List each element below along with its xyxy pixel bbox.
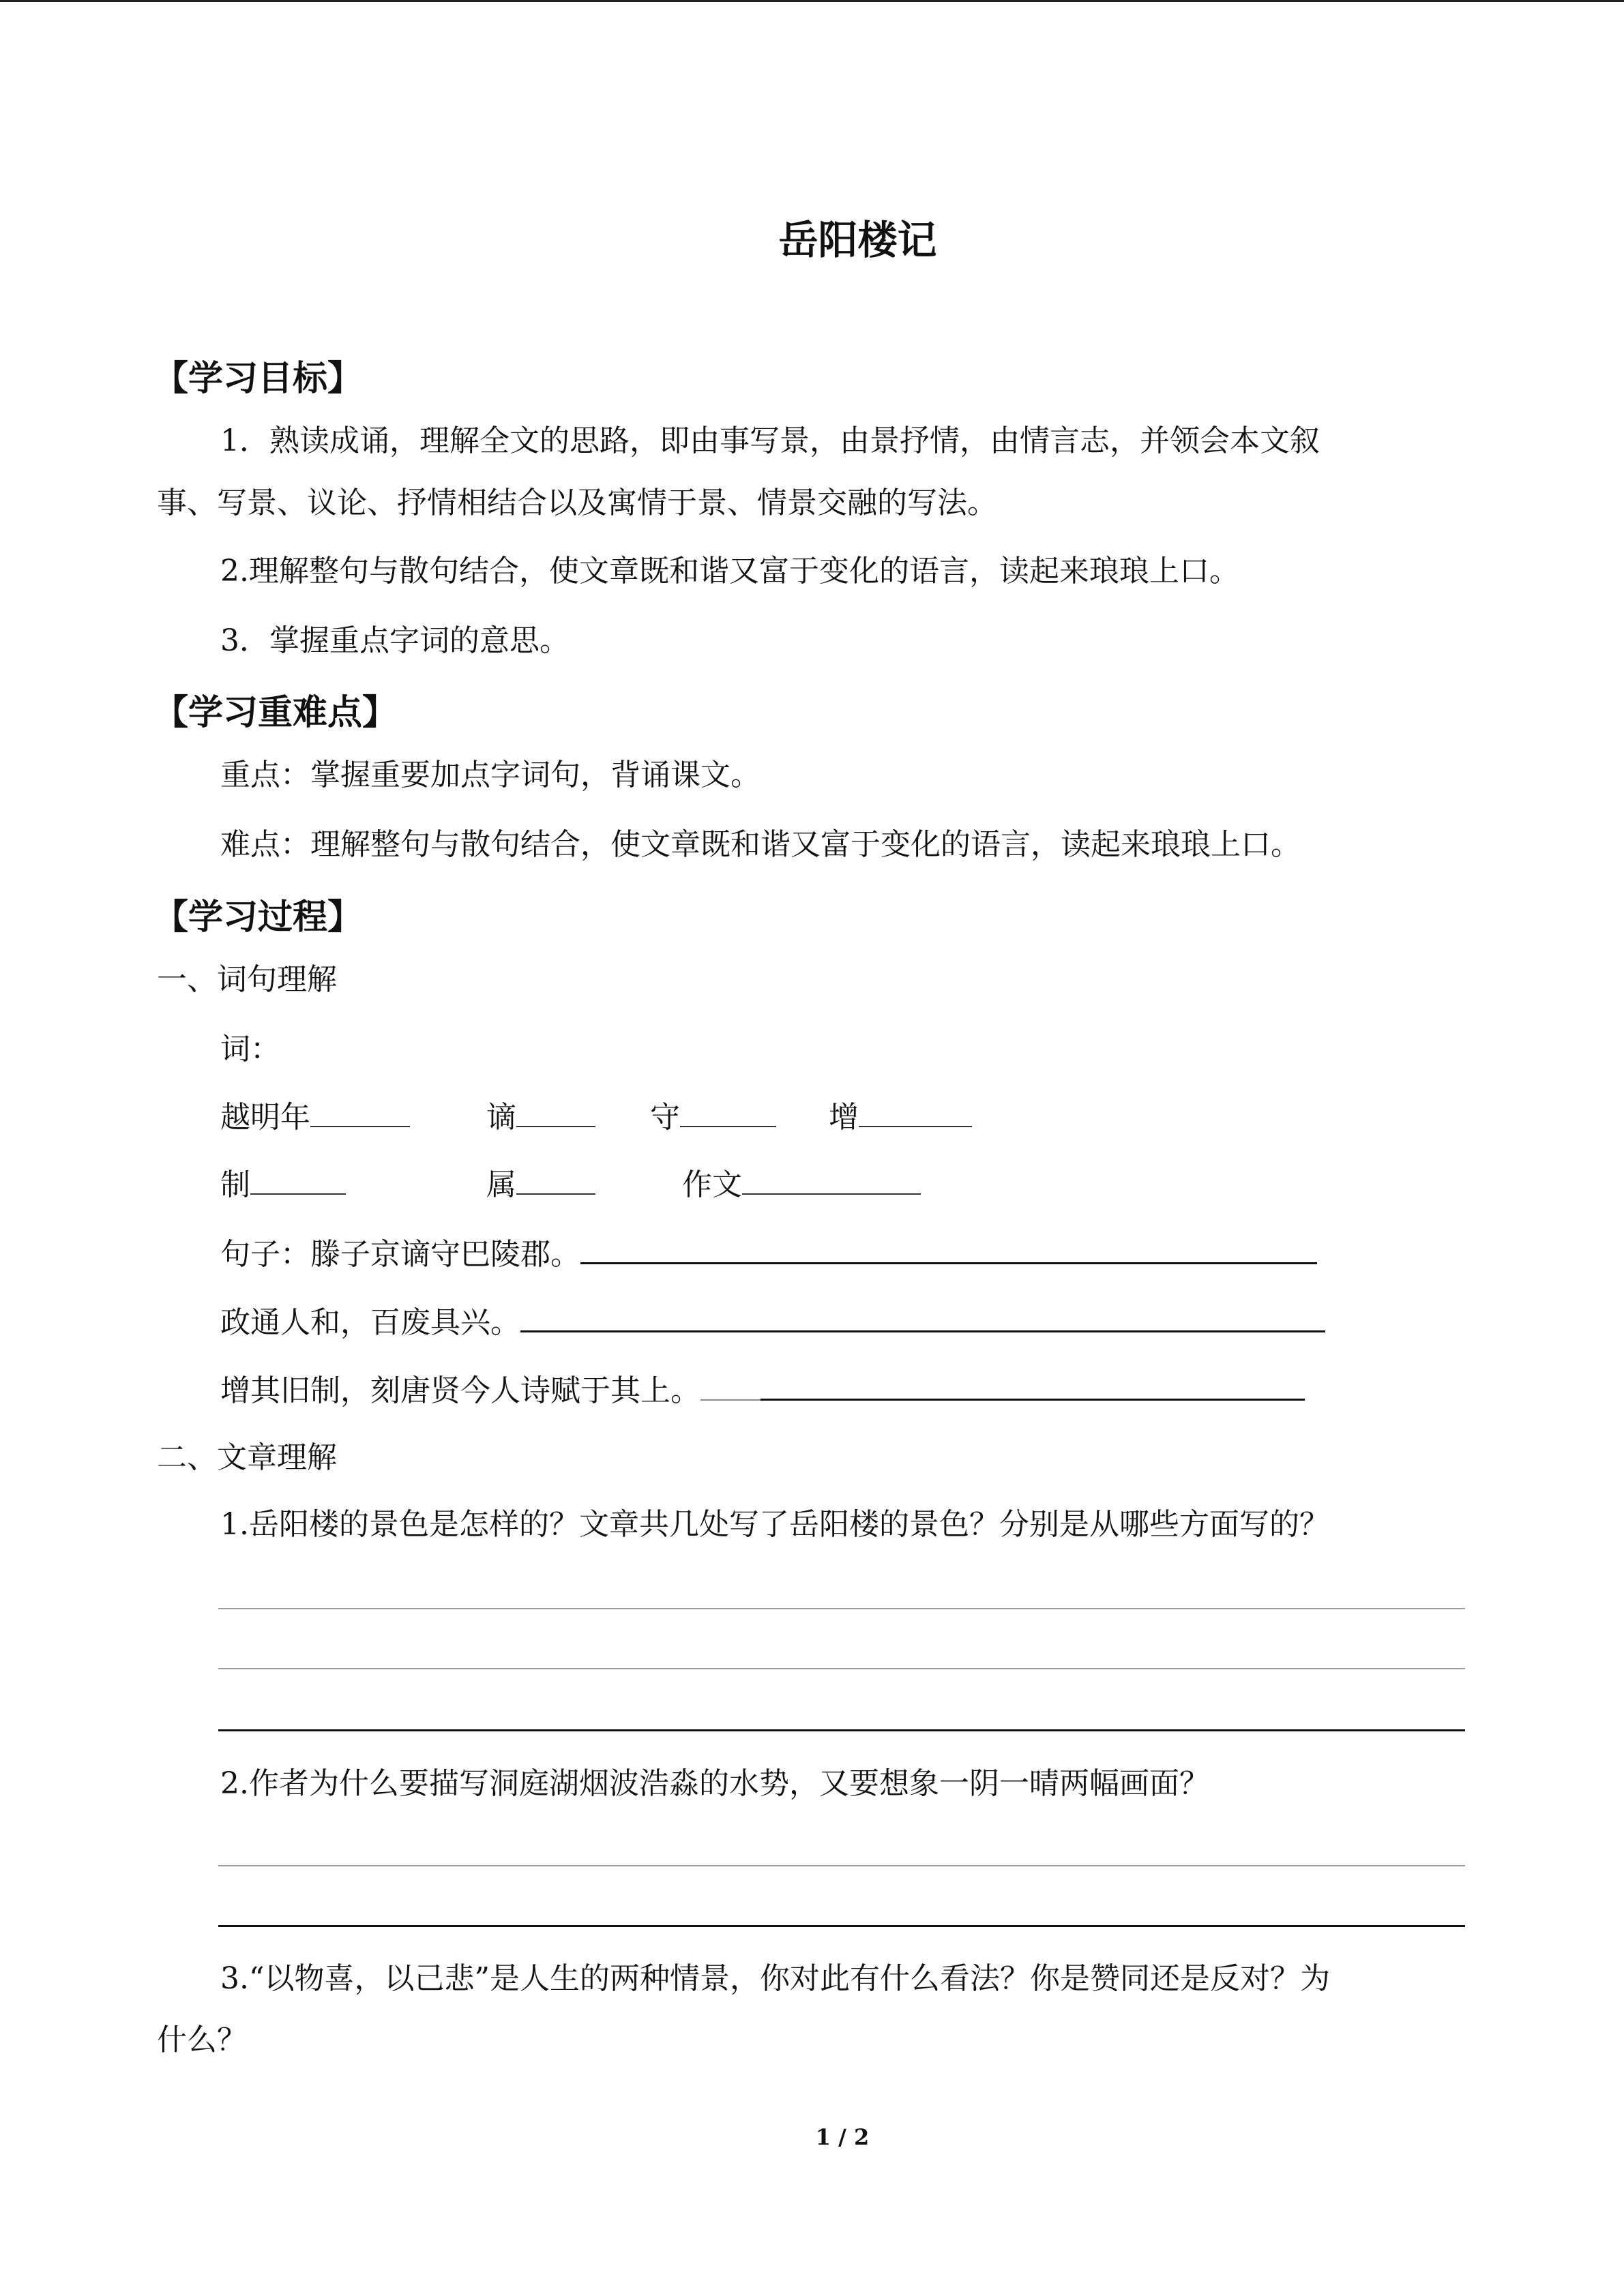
words-label: 词：: [220, 1032, 280, 1067]
page-number: 1 / 2: [815, 2124, 870, 2150]
word-item: [220, 1100, 410, 1136]
word-blank[interactable]: [310, 1119, 410, 1127]
sentence-answer-blank[interactable]: [761, 1399, 1305, 1401]
part1-label: 一、词句理解: [157, 962, 337, 997]
sentence-text: 政通人和，百废具兴。: [220, 1305, 520, 1340]
goal-item-3: 3．掌握重点字词的意思。: [220, 623, 570, 658]
answer-line[interactable]: [218, 1729, 1465, 1731]
goal-item-2: 2.理解整句与散句结合，使文章既和谐又富于变化的语言，读起来琅琅上口。: [220, 554, 1239, 588]
word-blank[interactable]: [516, 1119, 595, 1127]
difficult-point: 难点：理解整句与散句结合，使文章既和谐又富于变化的语言，读起来琅琅上口。: [220, 827, 1301, 862]
word-text: 增: [829, 1100, 859, 1135]
word-blank[interactable]: [516, 1187, 595, 1195]
word-text: 谪: [486, 1100, 516, 1135]
process-heading: 【学习过程】: [153, 897, 363, 938]
question-3-line-2: 什么？: [157, 2023, 247, 2057]
answer-line[interactable]: [218, 1668, 1465, 1669]
sentence-answer-blank[interactable]: [520, 1330, 1325, 1332]
sentence-item: [220, 1373, 1305, 1410]
word-item: [650, 1100, 776, 1136]
sentence-answer-blank-light[interactable]: [700, 1392, 761, 1401]
answer-line[interactable]: [218, 1925, 1465, 1927]
goal-item-1-line-1: 1．熟读成诵，理解全文的思路，即由事写景，由景抒情，由情言志，并领会本文叙: [220, 423, 1320, 458]
word-text: 守: [650, 1100, 680, 1135]
question-2: 2.作者为什么要描写洞庭湖烟波浩淼的水势，又要想象一阴一晴两幅画面？: [220, 1766, 1209, 1801]
word-blank[interactable]: [742, 1187, 921, 1195]
word-item: [829, 1100, 972, 1136]
word-item: [486, 1100, 595, 1136]
word-item: [682, 1167, 921, 1204]
sentence-text: 滕子京谪守巴陵郡。: [310, 1237, 580, 1272]
word-item: [220, 1167, 346, 1204]
word-item: [486, 1167, 595, 1204]
key-point: 重点：掌握重要加点字词句，背诵课文。: [220, 758, 761, 792]
page-top-border: [0, 0, 1624, 2]
focus-heading: 【学习重难点】: [153, 693, 398, 733]
sentence-answer-blank[interactable]: [580, 1262, 1317, 1264]
sentences-label: 句子：: [220, 1237, 310, 1272]
part2-label: 二、文章理解: [157, 1440, 337, 1475]
word-text: 制: [220, 1167, 250, 1202]
sentence-text: 增其旧制，刻唐贤今人诗赋于其上。: [220, 1373, 700, 1408]
question-1: 1.岳阳楼的景色是怎样的？文章共几处写了岳阳楼的景色？分别是从哪些方面写的？: [220, 1507, 1329, 1542]
word-blank[interactable]: [680, 1119, 776, 1127]
document-title: 岳阳楼记: [778, 217, 937, 263]
answer-line[interactable]: [218, 1608, 1465, 1609]
word-text: 属: [486, 1167, 516, 1202]
question-3-line-1: 3.“以物喜，以己悲”是人生的两种情景，你对此有什么看法？你是赞同还是反对？为: [220, 1961, 1330, 1996]
word-text: 作文: [682, 1167, 742, 1202]
answer-line[interactable]: [218, 1865, 1465, 1866]
word-text: 越明年: [220, 1100, 310, 1135]
sentence-item: [220, 1237, 1317, 1273]
goal-item-1-line-2: 事、写景、议论、抒情相结合以及寓情于景、情景交融的写法。: [157, 486, 997, 520]
word-blank[interactable]: [859, 1119, 972, 1127]
goals-heading: 【学习目标】: [153, 359, 363, 399]
word-blank[interactable]: [250, 1187, 346, 1195]
sentence-item: [220, 1305, 1325, 1341]
